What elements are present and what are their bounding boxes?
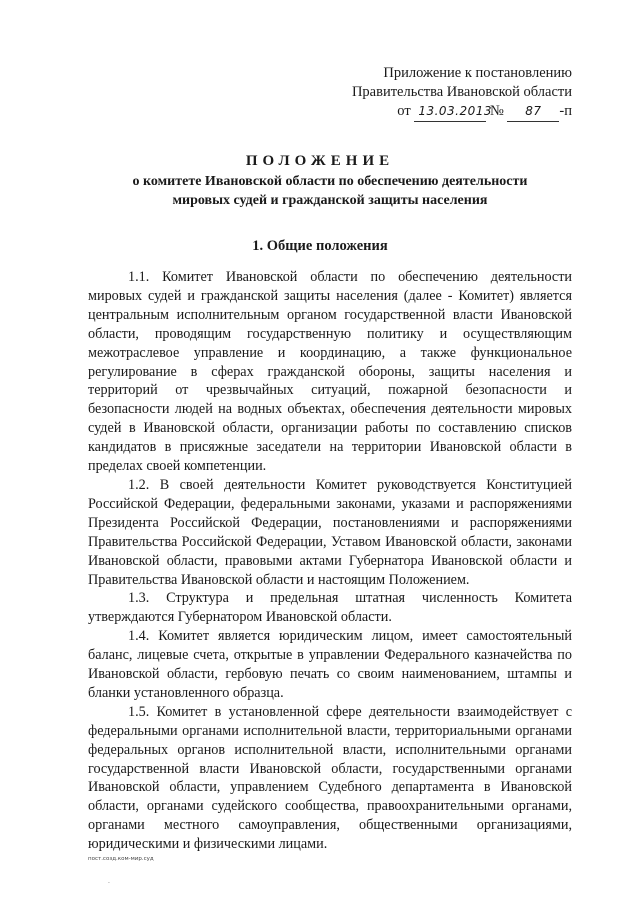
handwritten-number: 87: [507, 102, 559, 122]
appendix-date-line: [242, 102, 572, 122]
document-title: ПОЛОЖЕНИЕ: [245, 153, 395, 169]
document-body: [88, 268, 572, 854]
footer-filename: пост.созд.ком-мир.суд: [88, 856, 154, 862]
paragraph-1-5: 1.5. Комитет в установленной сфере деятельности взаимодействует с федеральными органами исполнительной власти, территориальными органами федеральных органов исполнительной власти, исполнительными органами государственной власти Ивановской области, государственными органами Ивановской области, управлением Судебного департамента в Ивановской области, органами судейского сообщества, правоохранительными органами, органами местного самоуправления, общественными организациями, юридическими и физическими лицами.: [88, 703, 572, 853]
paragraph-1-3: 1.3. Структура и предельная штатная численность Комитета утверждаются Губернатором Ивановской области.: [88, 590, 572, 626]
paragraph-1-1: 1.1. Комитет Ивановской области по обеспечению деятельности мировых судей и гражданской защиты населения (далее - Комитет) является центральным исполнительным органом государственной власти Ивановской области, проводящим государственную политику и осуществляющим межотраслевое управление и координацию, а также функциональное регулирование в сферах гражданской обороны, защиты населения и территорий от чрезвычайных ситуаций, пожарной безопасности и безопасности людей на водных объектах, обеспечения деятельности мировых судей в Ивановской области, организации работы по составлению списков кандидатов в присяжные заседатели на территории Ивановской области в пределах своей компетенции.: [88, 269, 572, 475]
document-subtitle: о комитете Ивановской области по обеспечению деятельности мировых судей и гражданской защиты населения: [132, 174, 528, 208]
appendix-line-1: Приложение к постановлению: [383, 65, 572, 81]
number-label: №: [489, 103, 504, 119]
paragraph-1-2: 1.2. В своей деятельности Комитет руководствуется Конституцией Российской Федерации, федеральными законами, указами и распоряжениями Президента Российской Федерации, постановлениями и распоряжениями Правительства Российской Федерации, Уставом Ивановской области, законами Ивановской области, правовыми актами Губернатора Ивановской области и Правительства Ивановской области и настоящим Положением.: [88, 476, 572, 588]
section-heading: 1. Общие положения: [252, 238, 388, 254]
appendix-block: [242, 64, 572, 122]
number-suffix: -п: [559, 103, 572, 119]
handwritten-date: 13.03.2013: [414, 102, 486, 122]
paragraph-1-4: 1.4. Комитет является юридическим лицом, имеет самостоятельный баланс, лицевые счета, открытые в управлении Федерального казначейства по Ивановской области, гербовую печать со своим наименованием, штампы и бланки установленного образца.: [88, 628, 572, 701]
appendix-line-2: Правительства Ивановской области: [351, 84, 572, 100]
footer-mark: ·: [108, 880, 110, 887]
date-prefix: от: [397, 103, 411, 119]
